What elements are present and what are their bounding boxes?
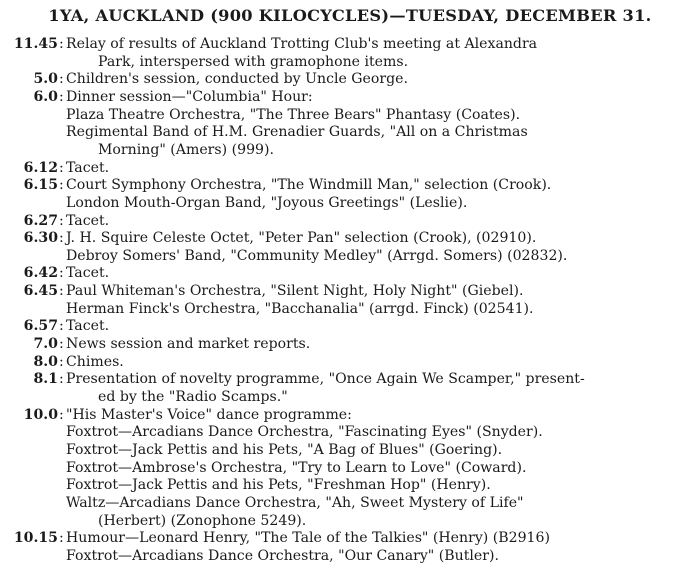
programme-text: Foxtrot—Arcadians Dance Orchestra, "Fascinating Eyes" (Snyder).	[66, 424, 543, 441]
time-separator: :	[59, 36, 64, 52]
programme-text: Foxtrot—Jack Pettis and his Pets, "Freshman Hop" (Henry).	[66, 477, 491, 494]
time-separator: :	[59, 88, 64, 105]
programme-text: "His Master's Voice" dance programme:	[66, 406, 352, 423]
time-separator: :	[59, 336, 64, 353]
time-label: 6.12	[23, 159, 58, 176]
time-separator: :	[59, 212, 64, 229]
programme-text: (Herbert) (Zonophone 5249).	[98, 512, 307, 529]
programme-text: Tacet.	[66, 318, 110, 335]
programme-text: Regimental Band of H.M. Grenadier Guards, "All on a Christmas	[66, 124, 528, 141]
time-separator: :	[59, 159, 64, 176]
time-label: 5.0	[33, 71, 58, 88]
programme-text: Tacet.	[66, 159, 110, 176]
programme-text: Waltz—Arcadians Dance Orchestra, "Ah, Sweet Mystery of Life"	[66, 494, 524, 511]
time-label: 11.45	[13, 36, 58, 52]
programme-text: Foxtrot—Jack Pettis and his Pets, "A Bag of Blues" (Goering).	[66, 441, 503, 458]
programme-text: Court Symphony Orchestra, "The Windmill Man," selection (Crook).	[66, 177, 552, 194]
programme-text: Foxtrot—Arcadians Dance Orchestra, "Our Canary" (Butler).	[66, 547, 499, 564]
time-separator: :	[59, 265, 64, 282]
programme-text: Morning" (Amers) (999).	[98, 141, 275, 158]
programme-text: Tacet.	[66, 212, 110, 229]
programme-text: Dinner session—"Columbia" Hour:	[66, 88, 313, 105]
time-label: 10.0	[23, 406, 58, 423]
programme-text: J. H. Squire Celeste Octet, "Peter Pan" selection (Crook), (02910).	[66, 230, 537, 247]
programme-text: Paul Whiteman's Orchestra, "Silent Night, Holy Night" (Giebel).	[66, 283, 524, 300]
programme-text: Debroy Somers' Band, "Community Medley" (Arrgd. Somers) (02832).	[66, 247, 568, 264]
programme-text: Park, interspersed with gramophone items.	[98, 53, 409, 70]
time-label: 6.0	[33, 88, 58, 105]
programme-text: London Mouth-Organ Band, "Joyous Greetings" (Leslie).	[66, 194, 468, 211]
programme-text: Relay of results of Auckland Trotting Club's meeting at Alexandra	[66, 36, 538, 52]
time-separator: :	[59, 230, 64, 247]
time-label: 10.15	[13, 530, 58, 547]
time-label: 6.57	[23, 318, 58, 335]
time-separator: :	[59, 371, 64, 388]
programme-text: Humour—Leonard Henry, "The Tale of the Talkies" (Henry) (B2916)	[66, 530, 550, 547]
programme-text: ed by the "Radio Scamps."	[98, 389, 288, 405]
time-separator: :	[59, 71, 64, 88]
programme-text: Children's session, conducted by Uncle George.	[66, 71, 408, 88]
time-separator: :	[59, 353, 64, 370]
programme-text: Chimes.	[66, 353, 124, 370]
time-separator: :	[59, 177, 64, 194]
time-label: 6.27	[23, 212, 58, 229]
time-label: 6.45	[23, 283, 58, 300]
time-separator: :	[59, 283, 64, 300]
time-separator: :	[59, 530, 64, 547]
time-label: 6.30	[23, 230, 58, 247]
programme-text: Plaza Theatre Orchestra, "The Three Bears" Phantasy (Coates).	[66, 106, 521, 123]
station-heading: 1YA, AUCKLAND (900 KILOCYCLES)—TUESDAY, DECEMBER 31.	[48, 6, 652, 25]
programme-text: Tacet.	[66, 265, 110, 282]
time-label: 8.0	[33, 353, 58, 370]
time-label: 6.15	[23, 177, 58, 194]
time-label: 7.0	[33, 336, 58, 353]
time-separator: :	[59, 318, 64, 335]
programme-text: Herman Finck's Orchestra, "Bacchanalia" (arrgd. Finck) (02541).	[66, 300, 534, 317]
time-separator: :	[59, 406, 64, 423]
programme-text: News session and market reports.	[66, 336, 311, 353]
time-label: 8.1	[33, 371, 58, 388]
programme-text: Presentation of novelty programme, "Once Again We Scamper," present-	[66, 371, 585, 388]
programme-text: Foxtrot—Ambrose's Orchestra, "Try to Learn to Love" (Coward).	[66, 459, 527, 476]
time-label: 6.42	[23, 265, 58, 282]
